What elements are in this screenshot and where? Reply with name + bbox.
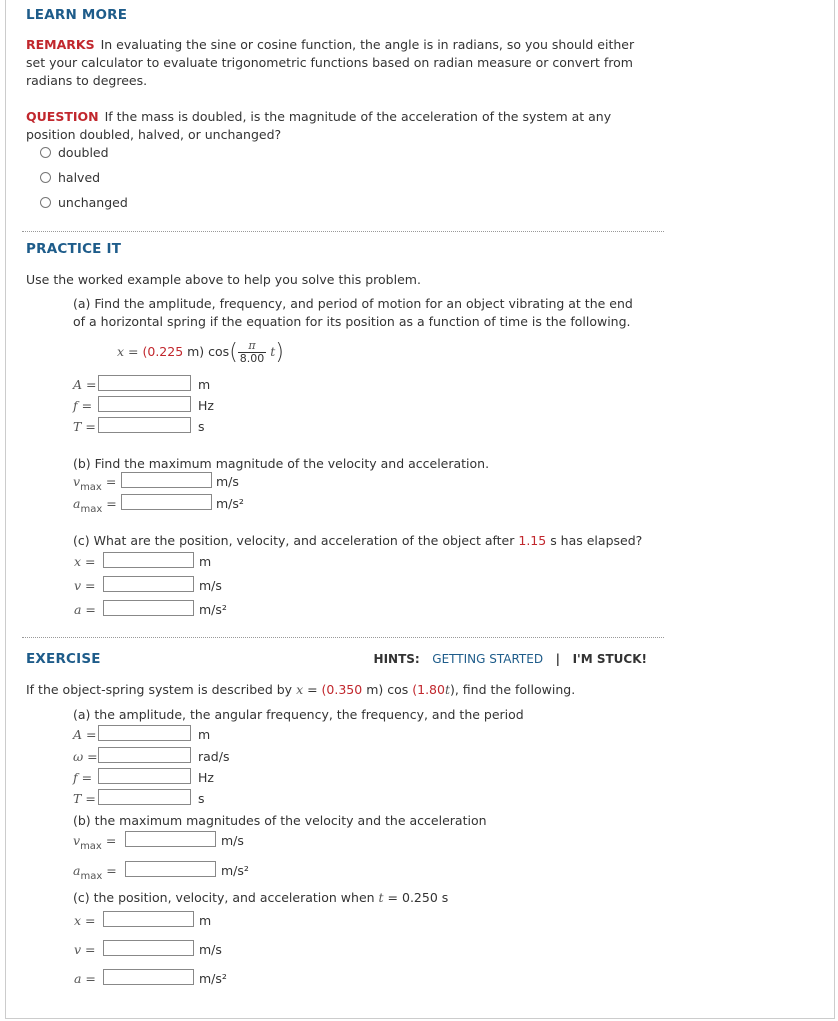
option-unchanged[interactable] <box>40 195 128 210</box>
option-halved[interactable] <box>40 170 100 185</box>
practice-part-a: (a) Find the amplitude, frequency, and period of motion for an object vibrating at the end of a horizontal spring if the equation for its position as a function of time is the following. <box>73 296 633 329</box>
exercise-part-a: (a) the amplitude, the angular frequency, the frequency, and the period <box>73 707 524 722</box>
exercise-vmax-input[interactable] <box>125 831 216 847</box>
practice-a-var-A: A = <box>73 377 97 392</box>
exercise-acceleration-input[interactable] <box>103 969 194 985</box>
remarks-label: REMARKS <box>26 37 95 52</box>
option-label: halved <box>58 170 101 185</box>
practice-amax-label: $a_{max}$ = <box>73 496 117 515</box>
practice-velocity-input[interactable] <box>103 576 194 592</box>
radio-button[interactable] <box>40 147 51 158</box>
exercise-intro: If the object-spring system is described by x = (0.350 m) cos (1.80t), find the following. <box>26 682 576 697</box>
exercise-amplitude-input[interactable] <box>98 725 191 741</box>
exercise-c-var-v: v = <box>74 942 96 957</box>
exercise-position-input[interactable] <box>103 911 194 927</box>
unit-label: m/s <box>199 942 222 957</box>
unit-label: s <box>198 791 205 806</box>
question-paragraph <box>26 108 651 144</box>
practice-frequency-input[interactable] <box>98 396 191 412</box>
radio-button[interactable] <box>40 172 51 183</box>
unit-label: m/s <box>221 833 244 848</box>
exercise-amax-label: $a_{max}$ = <box>73 863 117 882</box>
unit-label: m/s² <box>199 971 227 986</box>
practice-it-title: PRACTICE IT <box>26 241 122 257</box>
practice-period-input[interactable] <box>98 417 191 433</box>
hint-separator: | <box>555 652 561 666</box>
practice-c-var-a: a = <box>74 602 96 617</box>
hints-bar <box>374 652 647 666</box>
practice-a-var-T: T = <box>73 419 96 434</box>
unit-label: m/s <box>216 474 239 489</box>
practice-part-c: (c) What are the position, velocity, and acceleration of the object after 1.15 s has elapsed? <box>73 533 643 548</box>
exercise-title: EXERCISE <box>26 651 101 667</box>
practice-part-b: (b) Find the maximum magnitude of the velocity and acceleration. <box>73 456 490 471</box>
practice-position-input[interactable] <box>103 552 194 568</box>
practice-acceleration-input[interactable] <box>103 600 194 616</box>
exercise-a-var-f: f = <box>73 770 93 785</box>
unit-label: m <box>198 377 211 392</box>
eq-numerator: π <box>238 340 267 353</box>
eq-amplitude: (0.225 <box>142 344 184 359</box>
exercise-part-b: (b) the maximum magnitudes of the velocity and the acceleration <box>73 813 487 828</box>
hints-label: HINTS: <box>373 652 420 666</box>
option-doubled[interactable] <box>40 145 109 160</box>
exercise-c-var-a: a = <box>74 971 96 986</box>
practice-vmax-label: $v_{max}$ = <box>73 474 117 493</box>
eq-t: t <box>270 344 276 359</box>
exercise-frequency-input[interactable] <box>98 768 191 784</box>
divider <box>22 637 664 638</box>
remarks-text: In evaluating the sine or cosine function, the angle is in radians, so you should either set your calculator to evaluate trigonometric functions based on radian measure or convert from radians to degrees. <box>26 37 635 88</box>
eq-unit: m) cos <box>183 344 230 359</box>
exercise-a-var-A: A = <box>73 727 97 742</box>
exercise-vmax-label: $v_{max}$ = <box>73 833 117 852</box>
practice-a-var-f: f = <box>73 398 93 413</box>
unit-label: m/s² <box>216 496 244 511</box>
unit-label: m/s² <box>221 863 249 878</box>
practice-amplitude-input[interactable] <box>98 375 191 391</box>
practice-equation: x = (0.225 m) cos( $\frac{\pi}{8.00}$ t) <box>117 339 284 365</box>
exercise-period-input[interactable] <box>98 789 191 805</box>
exercise-velocity-input[interactable] <box>103 940 194 956</box>
exercise-amax-input[interactable] <box>125 861 216 877</box>
practice-vmax-input[interactable] <box>121 472 212 488</box>
eq-x: x = <box>117 344 143 359</box>
option-label: unchanged <box>58 195 128 210</box>
eq-denominator: 8.00 <box>239 352 265 365</box>
im-stuck-link[interactable]: I'M STUCK! <box>572 652 647 666</box>
unit-label: m/s <box>199 578 222 593</box>
unit-label: m/s² <box>199 602 227 617</box>
practice-c-var-x: x = <box>74 554 96 569</box>
unit-label: m <box>198 727 211 742</box>
exercise-angular-frequency-input[interactable] <box>98 747 191 763</box>
unit-label: m <box>199 554 212 569</box>
practice-c-var-v: v = <box>74 578 96 593</box>
practice-intro: Use the worked example above to help you solve this problem. <box>26 272 421 287</box>
question-text: If the mass is doubled, is the magnitude of the acceleration of the system at any position doubled, halved, or unchanged? <box>26 109 612 142</box>
exercise-a-var-omega: ω = <box>73 749 98 764</box>
option-label: doubled <box>58 145 109 160</box>
unit-label: s <box>198 419 205 434</box>
unit-label: rad/s <box>198 749 230 764</box>
exercise-part-c: (c) the position, velocity, and acceleration when t = 0.250 s <box>73 890 449 905</box>
practice-amax-input[interactable] <box>121 494 212 510</box>
getting-started-link[interactable]: GETTING STARTED <box>432 652 544 666</box>
divider <box>22 231 664 232</box>
radio-button[interactable] <box>40 197 51 208</box>
question-label: QUESTION <box>26 109 99 124</box>
unit-label: Hz <box>198 770 214 785</box>
learn-more-title: LEARN MORE <box>26 7 128 23</box>
remarks-paragraph <box>26 36 646 90</box>
exercise-c-var-x: x = <box>74 913 96 928</box>
unit-label: Hz <box>198 398 214 413</box>
unit-label: m <box>199 913 212 928</box>
exercise-a-var-T: T = <box>73 791 96 806</box>
